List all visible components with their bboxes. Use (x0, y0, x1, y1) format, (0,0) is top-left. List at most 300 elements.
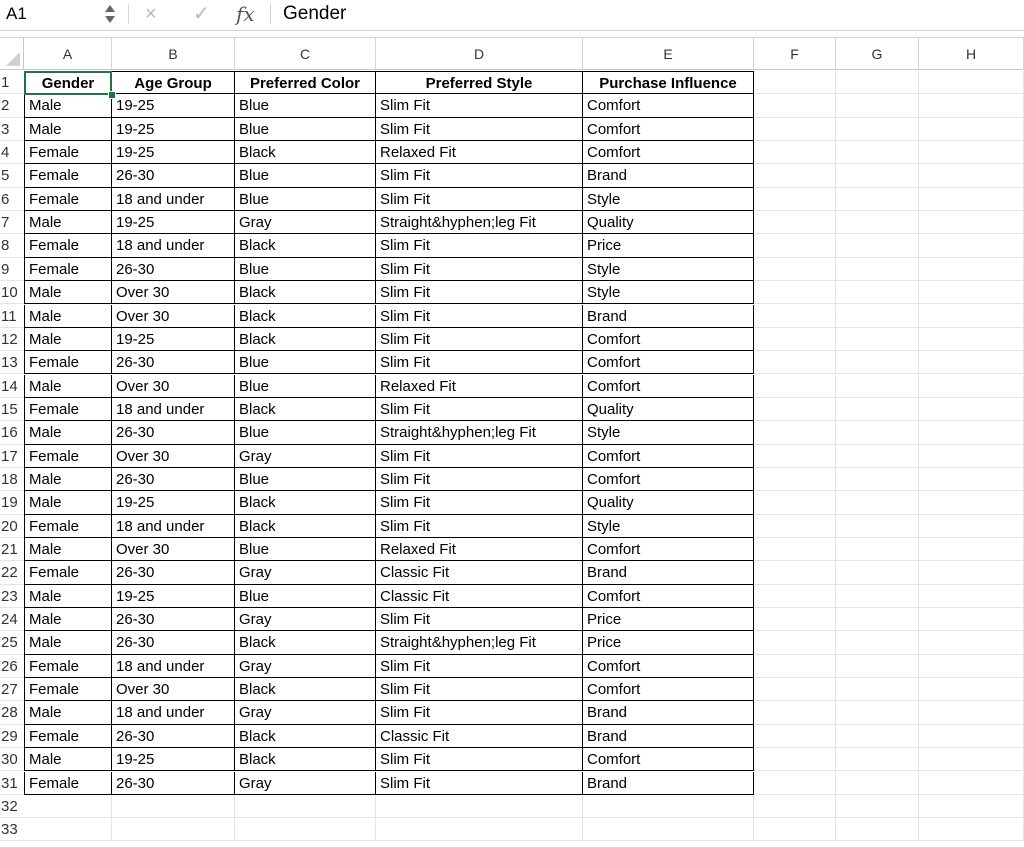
table-cell[interactable]: Slim Fit (376, 234, 583, 257)
row-number[interactable]: 23 (0, 585, 24, 608)
table-cell[interactable]: Female (24, 655, 112, 678)
empty-cell[interactable] (754, 398, 836, 421)
table-cell[interactable]: 26-30 (112, 772, 235, 795)
table-cell[interactable]: 18 and under (112, 701, 235, 724)
table-cell[interactable]: Slim Fit (376, 772, 583, 795)
table-cell[interactable]: Slim Fit (376, 351, 583, 374)
empty-cell[interactable] (836, 421, 919, 444)
table-cell[interactable]: Slim Fit (376, 701, 583, 724)
row-number[interactable]: 8 (0, 234, 24, 257)
table-cell[interactable]: Male (24, 118, 112, 141)
table-cell[interactable]: Comfort (583, 538, 754, 561)
table-cell[interactable]: Style (583, 515, 754, 538)
table-cell[interactable]: Male (24, 701, 112, 724)
table-cell[interactable]: Gray (235, 701, 376, 724)
column-header-e[interactable]: E (583, 38, 754, 70)
table-cell[interactable]: Female (24, 164, 112, 187)
empty-cell[interactable] (754, 608, 836, 631)
header-cell[interactable]: Age Group (112, 71, 235, 94)
table-cell[interactable]: Brand (583, 164, 754, 187)
empty-cell[interactable] (919, 748, 1024, 771)
table-cell[interactable]: 18 and under (112, 188, 235, 211)
table-cell[interactable]: Style (583, 188, 754, 211)
empty-cell[interactable] (112, 795, 235, 818)
table-cell[interactable]: Straight&hyphen;leg Fit (376, 631, 583, 654)
empty-cell[interactable] (24, 795, 112, 818)
empty-cell[interactable] (836, 188, 919, 211)
empty-cell[interactable] (754, 305, 836, 328)
empty-cell[interactable] (754, 491, 836, 514)
column-header-c[interactable]: C (235, 38, 376, 70)
table-cell[interactable]: Over 30 (112, 375, 235, 398)
empty-cell[interactable] (836, 515, 919, 538)
table-cell[interactable]: 26-30 (112, 561, 235, 584)
table-cell[interactable]: Black (235, 305, 376, 328)
row-number[interactable]: 4 (0, 141, 24, 164)
table-cell[interactable]: Black (235, 234, 376, 257)
row-number[interactable]: 21 (0, 538, 24, 561)
row-number[interactable]: 32 (0, 795, 24, 818)
row-number[interactable]: 14 (0, 375, 24, 398)
table-cell[interactable]: Female (24, 234, 112, 257)
table-cell[interactable]: 18 and under (112, 398, 235, 421)
table-cell[interactable]: Over 30 (112, 281, 235, 304)
empty-cell[interactable] (376, 818, 583, 841)
table-cell[interactable]: Blue (235, 421, 376, 444)
empty-cell[interactable] (754, 631, 836, 654)
empty-cell[interactable] (836, 258, 919, 281)
empty-cell[interactable] (836, 468, 919, 491)
table-cell[interactable]: Blue (235, 375, 376, 398)
empty-cell[interactable] (112, 818, 235, 841)
table-cell[interactable]: Female (24, 141, 112, 164)
row-number[interactable]: 1 (0, 71, 24, 94)
empty-cell[interactable] (836, 748, 919, 771)
empty-cell[interactable] (919, 538, 1024, 561)
table-cell[interactable]: Classic Fit (376, 561, 583, 584)
table-cell[interactable]: 26-30 (112, 258, 235, 281)
empty-cell[interactable] (235, 818, 376, 841)
table-cell[interactable]: Classic Fit (376, 585, 583, 608)
select-all-button[interactable] (0, 38, 24, 70)
empty-cell[interactable] (836, 561, 919, 584)
table-cell[interactable]: Slim Fit (376, 94, 583, 117)
table-cell[interactable]: Slim Fit (376, 281, 583, 304)
empty-cell[interactable] (919, 468, 1024, 491)
table-cell[interactable]: Slim Fit (376, 164, 583, 187)
table-cell[interactable]: Female (24, 772, 112, 795)
enter-icon[interactable]: ✓ (193, 3, 210, 25)
table-cell[interactable]: Price (583, 608, 754, 631)
table-cell[interactable]: Brand (583, 305, 754, 328)
table-cell[interactable]: Black (235, 678, 376, 701)
table-cell[interactable]: Slim Fit (376, 328, 583, 351)
table-cell[interactable]: Comfort (583, 585, 754, 608)
row-number[interactable]: 7 (0, 211, 24, 234)
row-number[interactable]: 6 (0, 188, 24, 211)
empty-cell[interactable] (754, 818, 836, 841)
empty-cell[interactable] (836, 818, 919, 841)
table-cell[interactable]: Brand (583, 772, 754, 795)
table-cell[interactable]: Male (24, 328, 112, 351)
table-cell[interactable]: Comfort (583, 141, 754, 164)
table-cell[interactable]: Black (235, 515, 376, 538)
empty-cell[interactable] (754, 328, 836, 351)
table-cell[interactable]: Brand (583, 725, 754, 748)
table-cell[interactable]: Slim Fit (376, 188, 583, 211)
empty-cell[interactable] (919, 281, 1024, 304)
table-cell[interactable]: Gray (235, 655, 376, 678)
empty-cell[interactable] (919, 375, 1024, 398)
row-number[interactable]: 9 (0, 258, 24, 281)
empty-cell[interactable] (919, 678, 1024, 701)
column-header-b[interactable]: B (112, 38, 235, 70)
empty-cell[interactable] (836, 725, 919, 748)
column-header-d[interactable]: D (376, 38, 583, 70)
empty-cell[interactable] (754, 772, 836, 795)
empty-cell[interactable] (754, 351, 836, 374)
empty-cell[interactable] (754, 258, 836, 281)
row-number[interactable]: 10 (0, 281, 24, 304)
empty-cell[interactable] (754, 515, 836, 538)
table-cell[interactable]: Style (583, 421, 754, 444)
table-cell[interactable]: Male (24, 608, 112, 631)
empty-cell[interactable] (919, 234, 1024, 257)
table-cell[interactable]: Blue (235, 538, 376, 561)
row-number[interactable]: 22 (0, 561, 24, 584)
empty-cell[interactable] (836, 281, 919, 304)
header-cell[interactable]: Preferred Color (235, 71, 376, 94)
table-cell[interactable]: Gray (235, 211, 376, 234)
fill-handle[interactable] (108, 91, 116, 99)
table-cell[interactable]: 19-25 (112, 491, 235, 514)
empty-cell[interactable] (919, 211, 1024, 234)
header-cell[interactable]: Preferred Style (376, 71, 583, 94)
table-cell[interactable]: Blue (235, 351, 376, 374)
table-cell[interactable]: Over 30 (112, 678, 235, 701)
table-cell[interactable]: Black (235, 631, 376, 654)
empty-cell[interactable] (754, 141, 836, 164)
table-cell[interactable]: 26-30 (112, 351, 235, 374)
table-cell[interactable]: Style (583, 258, 754, 281)
table-cell[interactable]: 19-25 (112, 585, 235, 608)
table-cell[interactable]: Male (24, 538, 112, 561)
empty-cell[interactable] (836, 772, 919, 795)
table-cell[interactable]: Male (24, 94, 112, 117)
table-cell[interactable]: Slim Fit (376, 305, 583, 328)
row-number[interactable]: 20 (0, 515, 24, 538)
empty-cell[interactable] (919, 585, 1024, 608)
table-cell[interactable]: Blue (235, 468, 376, 491)
table-cell[interactable]: Slim Fit (376, 608, 583, 631)
function-icon[interactable]: fx (236, 2, 255, 26)
table-cell[interactable]: Slim Fit (376, 468, 583, 491)
empty-cell[interactable] (754, 445, 836, 468)
empty-cell[interactable] (836, 71, 919, 94)
row-number[interactable]: 24 (0, 608, 24, 631)
table-cell[interactable]: Comfort (583, 678, 754, 701)
empty-cell[interactable] (836, 351, 919, 374)
table-cell[interactable]: Brand (583, 561, 754, 584)
empty-cell[interactable] (836, 608, 919, 631)
table-cell[interactable]: Relaxed Fit (376, 141, 583, 164)
empty-cell[interactable] (919, 164, 1024, 187)
row-number[interactable]: 26 (0, 655, 24, 678)
empty-cell[interactable] (919, 445, 1024, 468)
empty-cell[interactable] (754, 468, 836, 491)
empty-cell[interactable] (919, 491, 1024, 514)
header-cell[interactable]: Purchase Influence (583, 71, 754, 94)
table-cell[interactable]: Slim Fit (376, 491, 583, 514)
table-cell[interactable]: Blue (235, 118, 376, 141)
table-cell[interactable]: 19-25 (112, 211, 235, 234)
table-cell[interactable]: 19-25 (112, 748, 235, 771)
empty-cell[interactable] (836, 795, 919, 818)
empty-cell[interactable] (919, 141, 1024, 164)
table-cell[interactable]: Quality (583, 211, 754, 234)
row-number[interactable]: 25 (0, 631, 24, 654)
table-cell[interactable]: Straight&hyphen;leg Fit (376, 211, 583, 234)
table-cell[interactable]: Black (235, 491, 376, 514)
empty-cell[interactable] (836, 655, 919, 678)
row-number[interactable]: 19 (0, 491, 24, 514)
table-cell[interactable]: Black (235, 748, 376, 771)
formula-input[interactable]: Gender (283, 3, 347, 24)
empty-cell[interactable] (754, 725, 836, 748)
table-cell[interactable]: Slim Fit (376, 748, 583, 771)
table-cell[interactable]: Comfort (583, 94, 754, 117)
name-box-stepper-icon[interactable] (104, 3, 116, 25)
empty-cell[interactable] (235, 795, 376, 818)
empty-cell[interactable] (754, 701, 836, 724)
table-cell[interactable]: Male (24, 375, 112, 398)
table-cell[interactable]: Blue (235, 258, 376, 281)
table-cell[interactable]: Female (24, 561, 112, 584)
empty-cell[interactable] (836, 94, 919, 117)
table-cell[interactable]: Female (24, 258, 112, 281)
empty-cell[interactable] (919, 608, 1024, 631)
table-cell[interactable]: 19-25 (112, 118, 235, 141)
table-cell[interactable]: Slim Fit (376, 118, 583, 141)
empty-cell[interactable] (836, 398, 919, 421)
cancel-icon[interactable]: × (145, 3, 157, 25)
table-cell[interactable]: Relaxed Fit (376, 375, 583, 398)
empty-cell[interactable] (836, 164, 919, 187)
empty-cell[interactable] (583, 818, 754, 841)
empty-cell[interactable] (754, 585, 836, 608)
empty-cell[interactable] (754, 118, 836, 141)
empty-cell[interactable] (836, 631, 919, 654)
row-number[interactable]: 18 (0, 468, 24, 491)
empty-cell[interactable] (836, 234, 919, 257)
table-cell[interactable]: Blue (235, 164, 376, 187)
row-number[interactable]: 29 (0, 725, 24, 748)
empty-cell[interactable] (919, 258, 1024, 281)
table-cell[interactable]: 26-30 (112, 421, 235, 444)
header-cell[interactable]: Gender (24, 71, 112, 94)
empty-cell[interactable] (754, 421, 836, 444)
table-cell[interactable]: Comfort (583, 445, 754, 468)
empty-cell[interactable] (754, 94, 836, 117)
empty-cell[interactable] (919, 351, 1024, 374)
table-cell[interactable]: Slim Fit (376, 398, 583, 421)
row-number[interactable]: 5 (0, 164, 24, 187)
table-cell[interactable]: Straight&hyphen;leg Fit (376, 421, 583, 444)
table-cell[interactable]: Male (24, 491, 112, 514)
table-cell[interactable]: Black (235, 328, 376, 351)
table-cell[interactable]: Comfort (583, 328, 754, 351)
row-number[interactable]: 11 (0, 305, 24, 328)
empty-cell[interactable] (919, 561, 1024, 584)
table-cell[interactable]: Black (235, 725, 376, 748)
table-cell[interactable]: Price (583, 234, 754, 257)
empty-cell[interactable] (919, 398, 1024, 421)
table-cell[interactable]: 26-30 (112, 608, 235, 631)
table-cell[interactable]: Comfort (583, 351, 754, 374)
empty-cell[interactable] (754, 375, 836, 398)
row-number[interactable]: 30 (0, 748, 24, 771)
empty-cell[interactable] (919, 188, 1024, 211)
table-cell[interactable]: Male (24, 281, 112, 304)
empty-cell[interactable] (754, 211, 836, 234)
empty-cell[interactable] (836, 678, 919, 701)
table-cell[interactable]: Classic Fit (376, 725, 583, 748)
table-cell[interactable]: Slim Fit (376, 655, 583, 678)
table-cell[interactable]: 19-25 (112, 94, 235, 117)
empty-cell[interactable] (836, 491, 919, 514)
empty-cell[interactable] (754, 281, 836, 304)
table-cell[interactable]: Female (24, 678, 112, 701)
table-cell[interactable]: Male (24, 421, 112, 444)
table-cell[interactable]: Over 30 (112, 538, 235, 561)
empty-cell[interactable] (754, 561, 836, 584)
table-cell[interactable]: Male (24, 748, 112, 771)
table-cell[interactable]: Blue (235, 188, 376, 211)
column-header-a[interactable]: A (24, 38, 112, 70)
empty-cell[interactable] (24, 818, 112, 841)
empty-cell[interactable] (836, 305, 919, 328)
empty-cell[interactable] (754, 164, 836, 187)
row-number[interactable]: 27 (0, 678, 24, 701)
row-number[interactable]: 2 (0, 94, 24, 117)
column-header-g[interactable]: G (836, 38, 919, 70)
empty-cell[interactable] (754, 234, 836, 257)
empty-cell[interactable] (836, 328, 919, 351)
table-cell[interactable]: Gray (235, 608, 376, 631)
table-cell[interactable]: Quality (583, 491, 754, 514)
empty-cell[interactable] (836, 701, 919, 724)
empty-cell[interactable] (919, 421, 1024, 444)
empty-cell[interactable] (919, 818, 1024, 841)
row-number[interactable]: 12 (0, 328, 24, 351)
empty-cell[interactable] (836, 538, 919, 561)
empty-cell[interactable] (754, 678, 836, 701)
row-number[interactable]: 13 (0, 351, 24, 374)
table-cell[interactable]: Female (24, 515, 112, 538)
table-cell[interactable]: Slim Fit (376, 445, 583, 468)
table-cell[interactable]: Black (235, 281, 376, 304)
table-cell[interactable]: Gray (235, 445, 376, 468)
table-cell[interactable]: 26-30 (112, 164, 235, 187)
table-cell[interactable]: Gray (235, 561, 376, 584)
row-number[interactable]: 3 (0, 118, 24, 141)
empty-cell[interactable] (919, 772, 1024, 795)
table-cell[interactable]: 19-25 (112, 328, 235, 351)
table-cell[interactable]: Male (24, 585, 112, 608)
empty-cell[interactable] (754, 188, 836, 211)
table-cell[interactable]: Female (24, 351, 112, 374)
table-cell[interactable]: 18 and under (112, 655, 235, 678)
empty-cell[interactable] (754, 655, 836, 678)
table-cell[interactable]: Gray (235, 772, 376, 795)
table-cell[interactable]: Slim Fit (376, 258, 583, 281)
table-cell[interactable]: Male (24, 211, 112, 234)
table-cell[interactable]: Female (24, 398, 112, 421)
name-box[interactable]: A1 (6, 4, 27, 23)
table-cell[interactable]: Comfort (583, 118, 754, 141)
empty-cell[interactable] (376, 795, 583, 818)
empty-cell[interactable] (919, 655, 1024, 678)
empty-cell[interactable] (754, 71, 836, 94)
table-cell[interactable]: Brand (583, 701, 754, 724)
table-cell[interactable]: Black (235, 398, 376, 421)
table-cell[interactable]: Male (24, 631, 112, 654)
empty-cell[interactable] (836, 445, 919, 468)
table-cell[interactable]: Over 30 (112, 305, 235, 328)
table-cell[interactable]: Relaxed Fit (376, 538, 583, 561)
table-cell[interactable]: Blue (235, 94, 376, 117)
table-cell[interactable]: Over 30 (112, 445, 235, 468)
empty-cell[interactable] (919, 94, 1024, 117)
empty-cell[interactable] (919, 631, 1024, 654)
table-cell[interactable]: Comfort (583, 748, 754, 771)
table-cell[interactable]: Blue (235, 585, 376, 608)
table-cell[interactable]: Quality (583, 398, 754, 421)
table-cell[interactable]: Slim Fit (376, 515, 583, 538)
table-cell[interactable]: Female (24, 725, 112, 748)
empty-cell[interactable] (836, 375, 919, 398)
empty-cell[interactable] (754, 538, 836, 561)
table-cell[interactable]: Male (24, 305, 112, 328)
empty-cell[interactable] (919, 71, 1024, 94)
empty-cell[interactable] (836, 211, 919, 234)
empty-cell[interactable] (919, 725, 1024, 748)
table-cell[interactable]: 26-30 (112, 631, 235, 654)
row-number[interactable]: 15 (0, 398, 24, 421)
empty-cell[interactable] (754, 748, 836, 771)
row-number[interactable]: 28 (0, 701, 24, 724)
table-cell[interactable]: Slim Fit (376, 678, 583, 701)
empty-cell[interactable] (836, 141, 919, 164)
empty-cell[interactable] (583, 795, 754, 818)
table-cell[interactable]: Comfort (583, 375, 754, 398)
table-cell[interactable]: Male (24, 468, 112, 491)
empty-cell[interactable] (919, 118, 1024, 141)
empty-cell[interactable] (754, 795, 836, 818)
empty-cell[interactable] (919, 795, 1024, 818)
empty-cell[interactable] (919, 515, 1024, 538)
empty-cell[interactable] (919, 305, 1024, 328)
column-header-f[interactable]: F (754, 38, 836, 70)
table-cell[interactable]: Style (583, 281, 754, 304)
row-number[interactable]: 17 (0, 445, 24, 468)
empty-cell[interactable] (836, 585, 919, 608)
table-cell[interactable]: 26-30 (112, 468, 235, 491)
row-number[interactable]: 16 (0, 421, 24, 444)
table-cell[interactable]: Comfort (583, 468, 754, 491)
column-header-h[interactable]: H (919, 38, 1024, 70)
table-cell[interactable]: 18 and under (112, 515, 235, 538)
